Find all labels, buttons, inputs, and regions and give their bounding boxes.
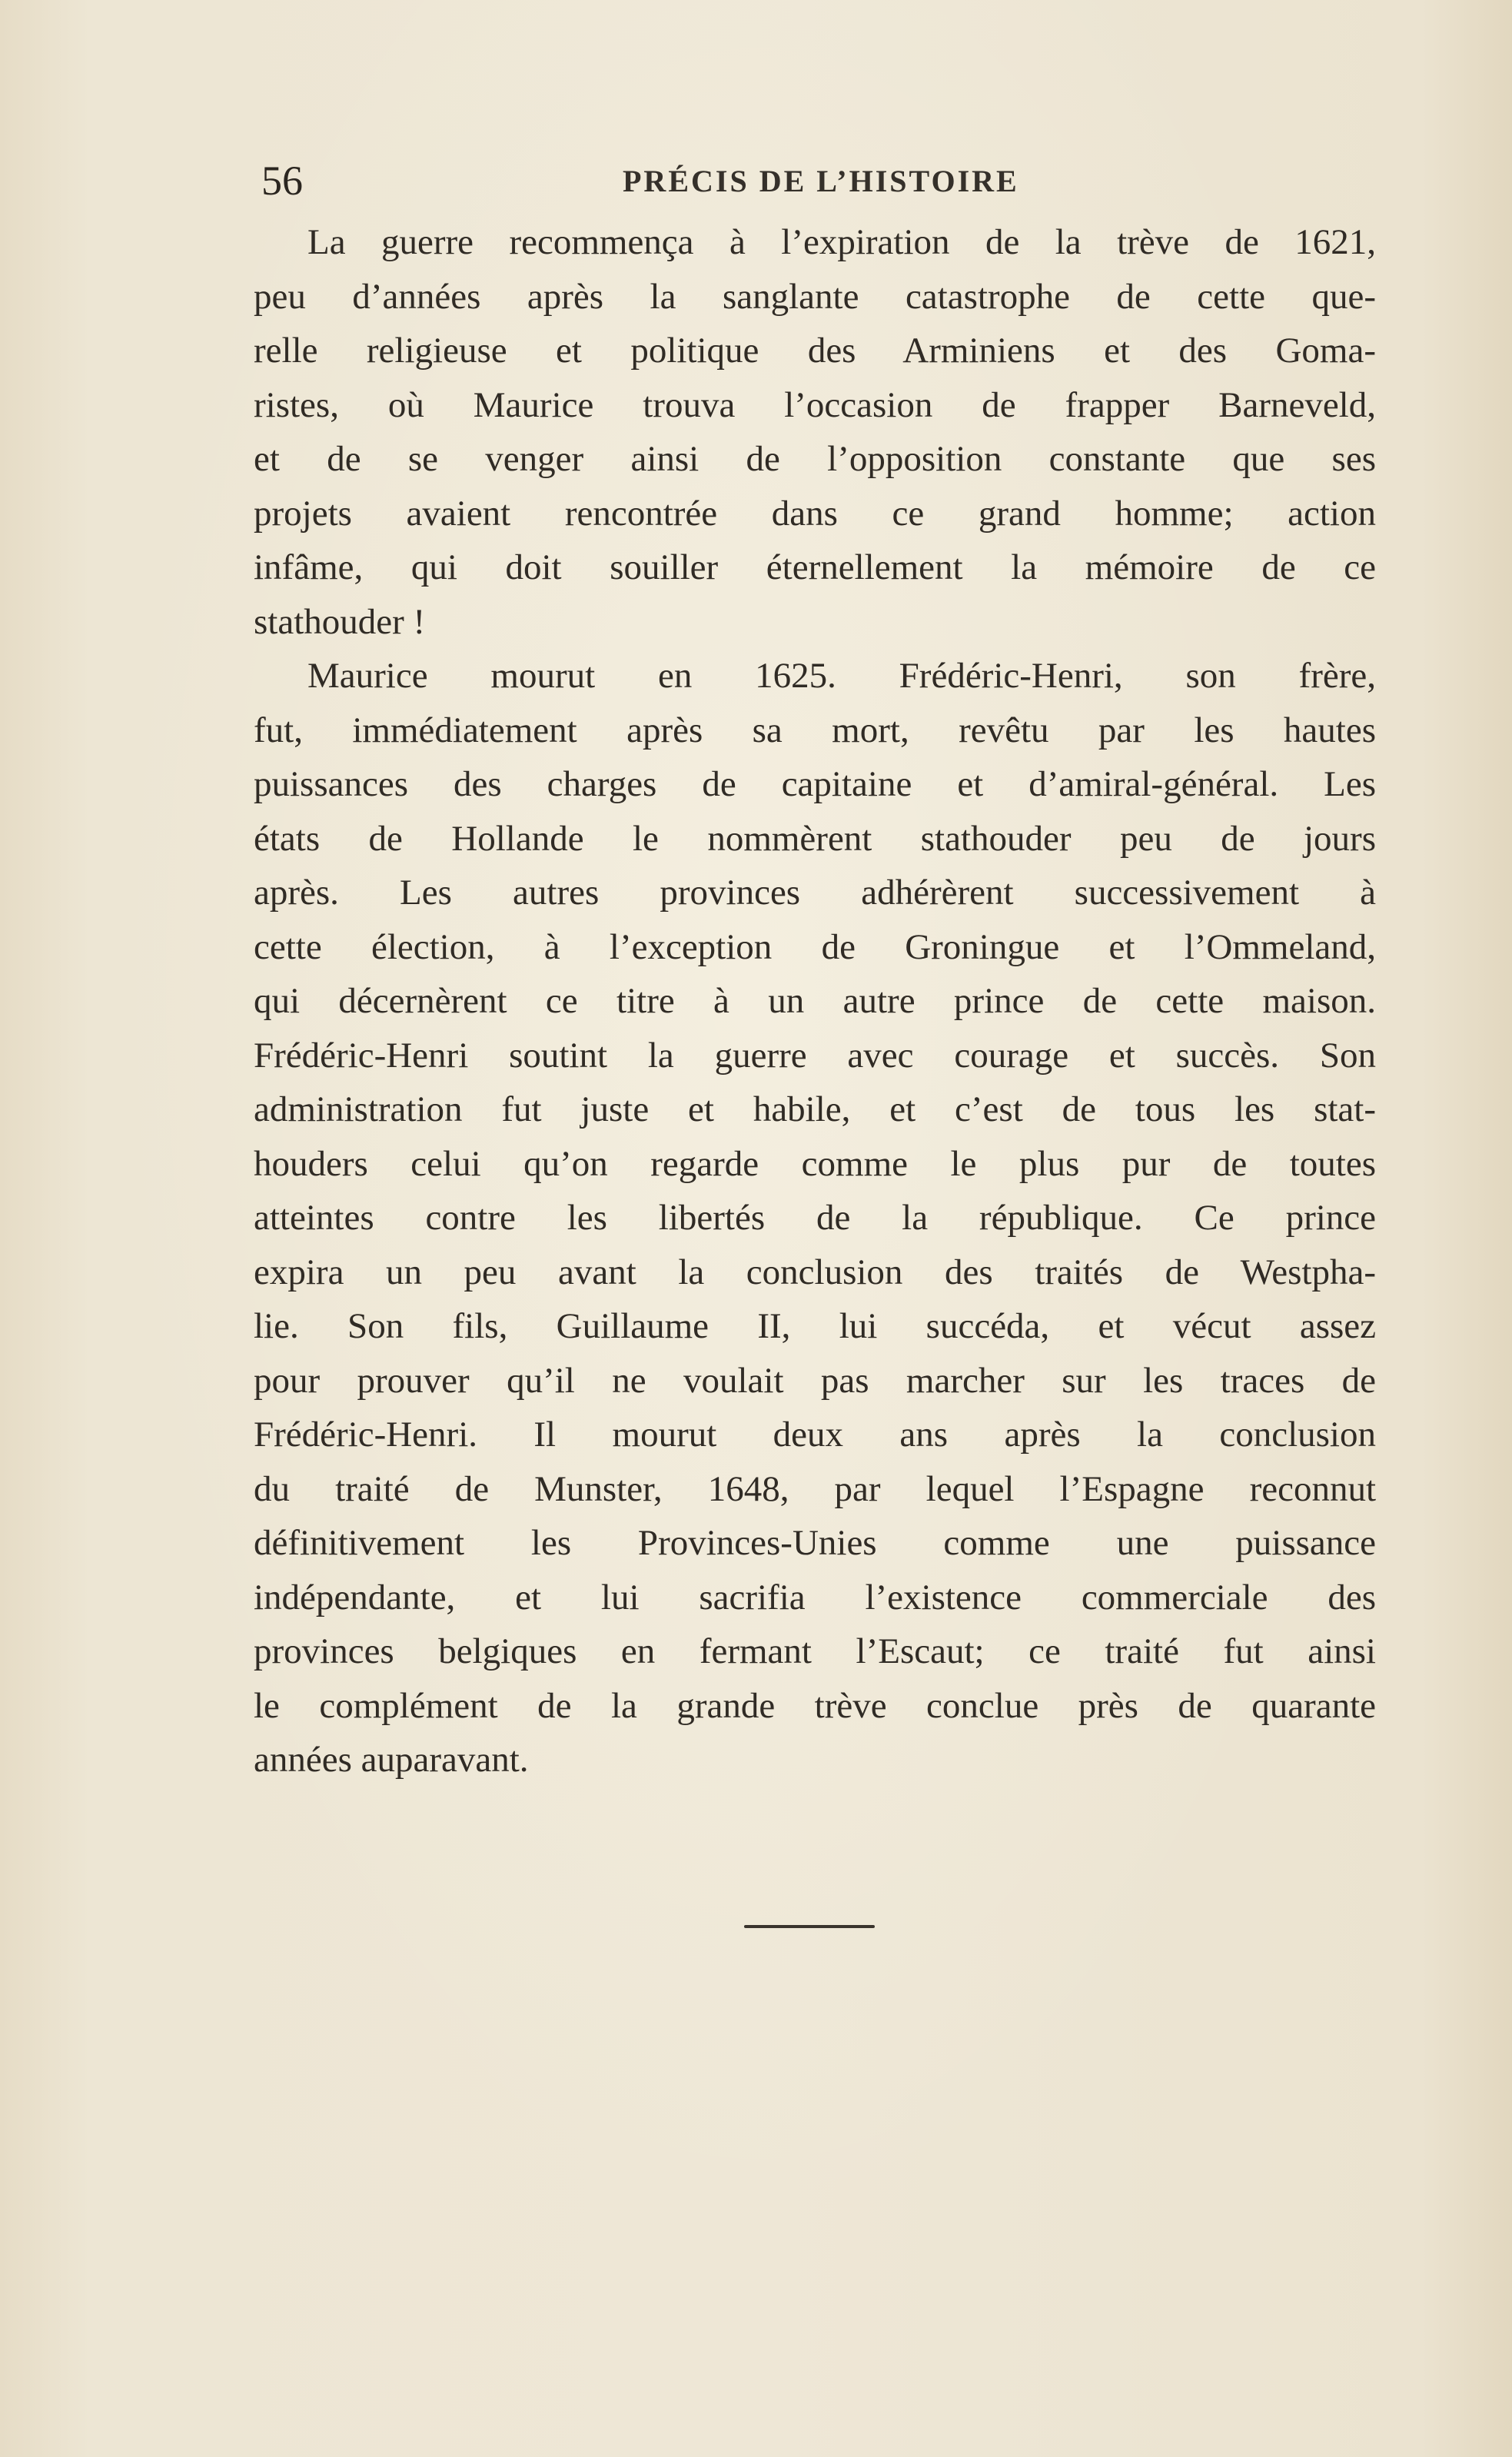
text-line: Frédéric-Henri soutint la guerre avec courage et succès. Son [254,1035,1376,1076]
end-rule [744,1925,875,1928]
text-line: états de Hollande le nommèrent stathouder peu de jours [254,818,1376,859]
text-line: houders celui qu’on regarde comme le plus pur de toutes [254,1143,1376,1184]
text-line: Maurice mourut en 1625. Frédéric-Henri, son frère, [307,656,1376,696]
running-head: PRÉCIS DE L’HISTOIRE [623,164,1019,198]
text-line: fut, immédiatement après sa mort, revêtu par les hautes [254,710,1376,750]
text-line: lie. Son fils, Guillaume II, lui succéda, et vécut assez [254,1306,1376,1346]
text-line: administration fut juste et habile, et c’est de tous les stat- [254,1089,1376,1129]
text-line: stathouder ! [254,601,426,642]
page-header [261,154,1384,208]
text-line: relle religieuse et politique des Arminiens et des Goma- [254,331,1376,371]
text-line: et de se venger ainsi de l’opposition constante que ses [254,439,1376,479]
text-line: années auparavant. [254,1740,529,1780]
text-line: expira un peu avant la conclusion des traités de Westpha- [254,1252,1376,1292]
text-line: puissances des charges de capitaine et d’amiral-général. Les [254,764,1376,804]
text-line: infâme, qui doit souiller éternellement la mémoire de ce [254,547,1376,587]
text-line: du traité de Munster, 1648, par lequel l’Espagne reconnut [254,1468,1376,1509]
text-line: peu d’années après la sanglante catastrophe de cette que- [254,276,1376,317]
text-line: après. Les autres provinces adhérèrent successivement à [254,873,1376,913]
text-line: projets avaient rencontrée dans ce grand homme; action [254,493,1376,534]
text-line: ristes, où Maurice trouva l’occasion de frapper Barneveld, [254,384,1376,425]
page-number: 56 [261,158,303,204]
text-line: Frédéric-Henri. Il mourut deux ans après la conclusion [254,1415,1376,1455]
text-line: indépendante, et lui sacrifia l’existence commerciale des [254,1577,1376,1617]
text-line: le complément de la grande trève conclue près de quarante [254,1685,1376,1726]
text-line: définitivement les Provinces-Unies comme une puissance [254,1523,1376,1563]
body-text [254,215,1376,1787]
text-line: atteintes contre les libertés de la république. Ce prince [254,1198,1376,1238]
text-line: cette élection, à l’exception de Groningue et l’Ommeland, [254,926,1376,967]
text-line: provinces belgiques en fermant l’Escaut; ce traité fut ainsi [254,1631,1376,1671]
text-line: pour prouver qu’il ne voulait pas marcher sur les traces de [254,1360,1376,1401]
text-line: La guerre recommença à l’expiration de la trève de 1621, [307,222,1376,262]
text-line: qui décernèrent ce titre à un autre prince de cette maison. [254,981,1376,1021]
